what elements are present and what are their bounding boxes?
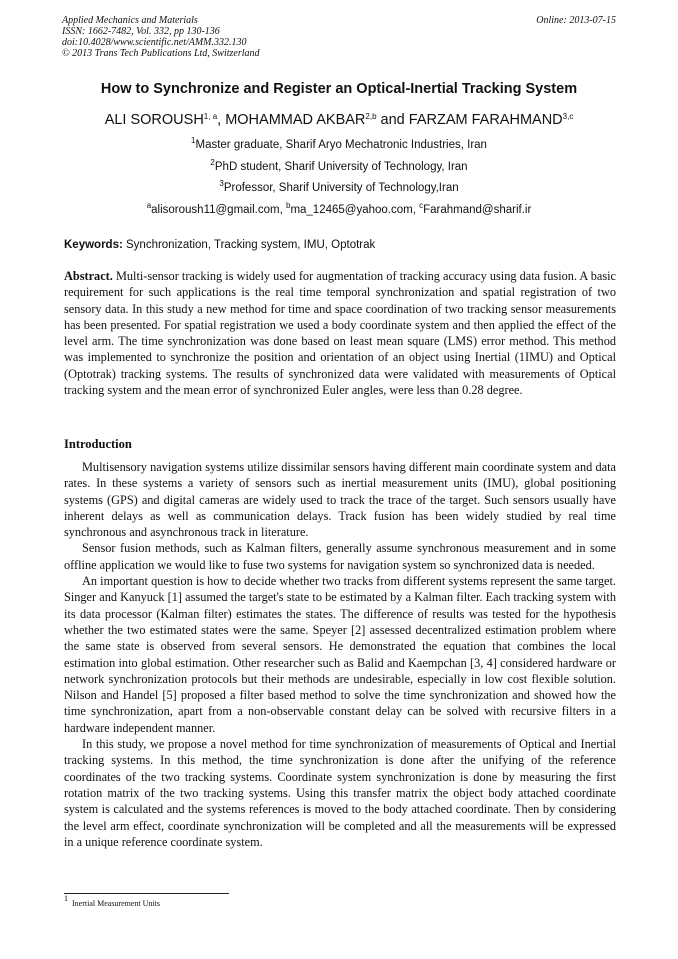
online-date: Online: 2013-07-15 [536,15,616,26]
author-name: MOHAMMAD AKBAR [225,112,366,128]
doi-line[interactable]: doi:10.4028/www.scientific.net/AMM.332.130 [62,37,247,48]
affiliation-3 [40,181,638,195]
author-affiliation-mark: 3,c [562,112,574,121]
abstract-block [64,268,616,398]
abstract-label: Abstract. [64,269,113,283]
email-address[interactable]: Farahmand@sharif.ir [423,204,532,216]
footnote [64,894,160,909]
affiliation-mark: 3 [219,179,224,188]
author-separator: and [376,112,409,128]
affiliation-2 [40,160,638,174]
footnote-text: Inertial Measurement Units [72,899,160,908]
introduction-body [64,459,616,850]
affiliation-mark: 1 [191,136,196,145]
email-separator: , [279,204,286,216]
affiliation-text: Professor, Sharif University of Technology,Iran [223,182,459,194]
affiliation-text: Master graduate, Sharif Aryo Mechatronic Industries, Iran [195,139,487,151]
introduction-heading: Introduction [64,437,132,451]
author-name: FARZAM FARAHMAND [408,112,563,128]
footnote-divider [64,893,229,894]
issn-line: ISSN: 1662-7482, Vol. 332, pp 130-136 [62,26,220,37]
intro-paragraph: Multisensory navigation systems utilize dissimilar sensors having different main coordinate system and data rates. In these systems a variety of sensors such as inertial measurement units (IMU), global positioning systems (GPS) and digital cameras are widely used to track the trace of the target. Such sensors usually have inherent delays as well as communication delays. Track fusion has been widely studied by real time synchronous and asynchronous track in literature. [64,460,616,540]
footnote-mark: 1 [64,894,68,903]
email-separator: , [412,204,420,216]
keywords-line [64,238,616,252]
journal-name: Applied Mechanics and Materials [62,15,198,26]
author-affiliation-mark: 2,b [365,112,377,121]
affiliation-text: PhD student, Sharif University of Technology, Iran [214,161,468,173]
author-name: ALI SOROUSH [104,112,204,128]
email-address[interactable]: ma_12465@yahoo.com [290,204,413,216]
email-mark: c [419,201,424,210]
keywords-text: Synchronization, Tracking system, IMU, Optotrak [126,239,376,251]
abstract-text: Multi-sensor tracking is widely used for augmentation of tracking accuracy using data fusion. A basic requirement for such applications is the real time temporal synchronization and spatial registration of two sensory data. In this study a new method for time and space coordination of two tracking sensor measurements has been presented. For spatial registration we used a body coordinate system and then applied the effect of the level arm. The time synchronization was done based on least mean square (LMS) error method. This method was implemented to synchronize the position and orientation of an object using Inertial (1IMU) and Optical (Optotrak) tracking systems. The results of synchronized data were validated with measurements of Optical tracking system and the mean error of synchronized Euler angles, were less than 0.28 degree. [64,269,616,398]
keywords-label: Keywords: [64,239,123,251]
intro-paragraph: Sensor fusion methods, such as Kalman filters, generally assume synchronous measurement and in some offline application we would like to fuse two systems for navigation system so synchronized data is needed. [64,541,616,572]
paper-title: How to Synchronize and Register an Optical-Inertial Tracking System [100,81,578,97]
email-address[interactable]: alisoroush11@gmail.com [151,204,280,216]
email-mark: a [146,201,152,210]
intro-paragraph: An important question is how to decide whether two tracks from different systems represent the same target. Singer and Kanyuck [1] assumed the target's state to be estimated by a Kalman filter. Each tracking system with its data processor (Kalman filter) estimates the states. The difference of results was tested for the hypothesis whether the two estimated states were the same. Speyer [2] assessed decentralized estimation problem where the same state is observed from several sensors. He demonstrated the equation that combines the local estimation into global estimation. Other researcher such as Balid and Kaempchan [3, 4] considered hardware or network synchronization protocols but their methods are undesirable, especially in low cost flexible solution. Nilson and Handel [5] proposed a filter based method to solve the time synchronization and showed how the time synchronization, apart from a non-observable constant delay can be solved with recursive filters in a hardware independent manner. [64,574,616,735]
email-mark: b [285,201,291,210]
author-separator: , [217,112,226,128]
journal-header [62,15,616,59]
author-affiliation-mark: 1, a [203,112,218,121]
copyright-line: © 2013 Trans Tech Publications Ltd, Switzerland [62,48,260,59]
affiliation-1 [40,138,638,152]
email-list [40,203,638,217]
author-list [40,111,638,129]
affiliation-mark: 2 [210,158,215,167]
intro-paragraph: In this study, we propose a novel method for time synchronization of measurements of Optical and Inertial tracking systems. In this method, the time synchronization is done after the unifying of the reference coordinates of the two tracking systems. Coordinate system synchronization is done by measuring the first rotation matrix of the two tracking systems. Using this transfer matrix the object body attached coordinate system is calculated and the systems references is moved to the body attached coordinate. Then by considering the level arm effect, coordinate synchronization will be completed and all the measurements will be expressed in a unique reference coordinate system. [64,737,616,849]
abstract-paragraph [64,268,616,398]
